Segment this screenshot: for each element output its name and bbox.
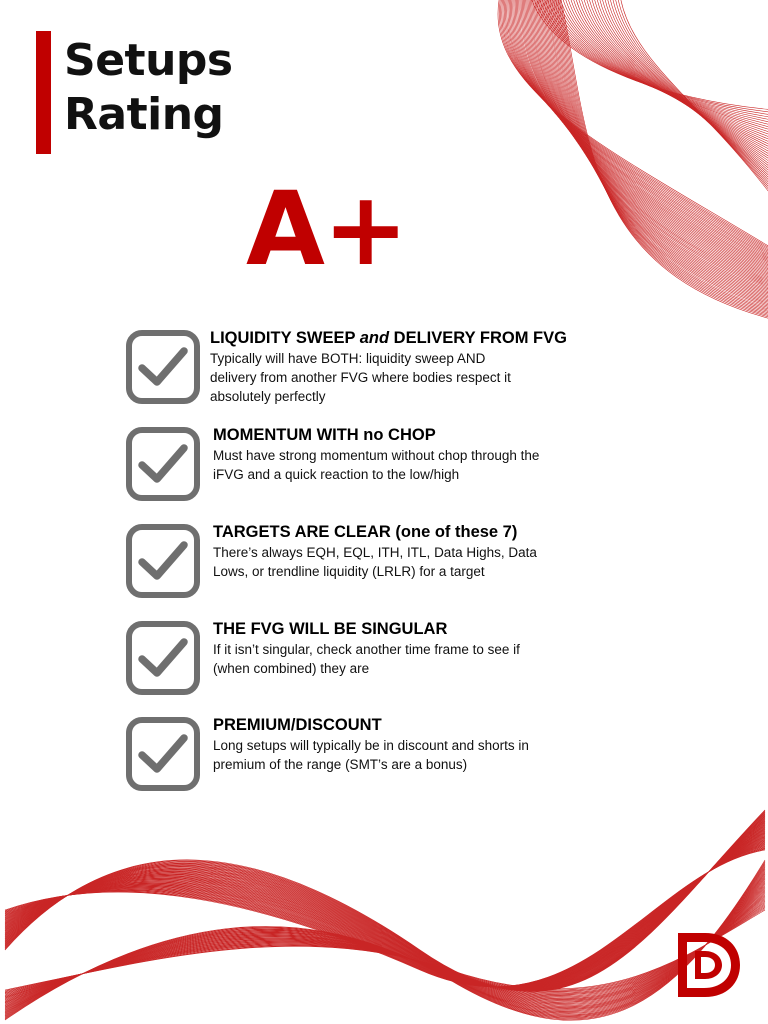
criteria-title: TARGETS ARE CLEAR (one of these 7) [213,523,518,541]
wave-decoration-bottom [0,800,768,1024]
wave-decoration-top [490,0,768,330]
criteria-title: LIQUIDITY SWEEP and DELIVERY FROM FVG [210,329,567,347]
criteria-title: MOMENTUM WITH no CHOP [213,426,436,444]
criteria-item-2 [126,425,586,503]
page-title [64,34,233,142]
criteria-item-5 [126,715,586,793]
criteria-item-3 [126,522,586,600]
checkbox-checked-icon[interactable] [126,621,200,695]
criteria-description: Long setups will typically be in discount and shorts in premium of the range (SMT’s are a bonus) [213,738,529,773]
checkbox-checked-icon[interactable] [126,427,200,501]
checkbox-checked-icon[interactable] [126,717,200,791]
checkbox-checked-icon[interactable] [126,524,200,598]
criteria-title: PREMIUM/DISCOUNT [213,716,382,734]
criteria-description: There’s always EQH, EQL, ITH, ITL, Data Highs, Data Lows, or trendline liquidity (LRLR) for a target [213,545,537,580]
grade-rating: A+ [246,170,407,289]
criteria-description: Must have strong momentum without chop through the iFVG and a quick reaction to the low/high [213,448,540,483]
criteria-item-1 [126,328,586,406]
criteria-description: Typically will have BOTH: liquidity sweep AND delivery from another FVG where bodies respect it absolutely perfectly [210,351,511,405]
checkbox-checked-icon[interactable] [126,330,200,404]
title-line-2: Rating [64,89,224,140]
criteria-item-4 [126,619,586,697]
criteria-title: THE FVG WILL BE SINGULAR [213,620,448,638]
brand-logo-icon [675,930,743,1000]
title-line-1: Setups [64,35,233,86]
criteria-description: If it isn’t singular, check another time frame to see if (when combined) they are [213,642,520,677]
title-accent-bar [36,31,51,154]
